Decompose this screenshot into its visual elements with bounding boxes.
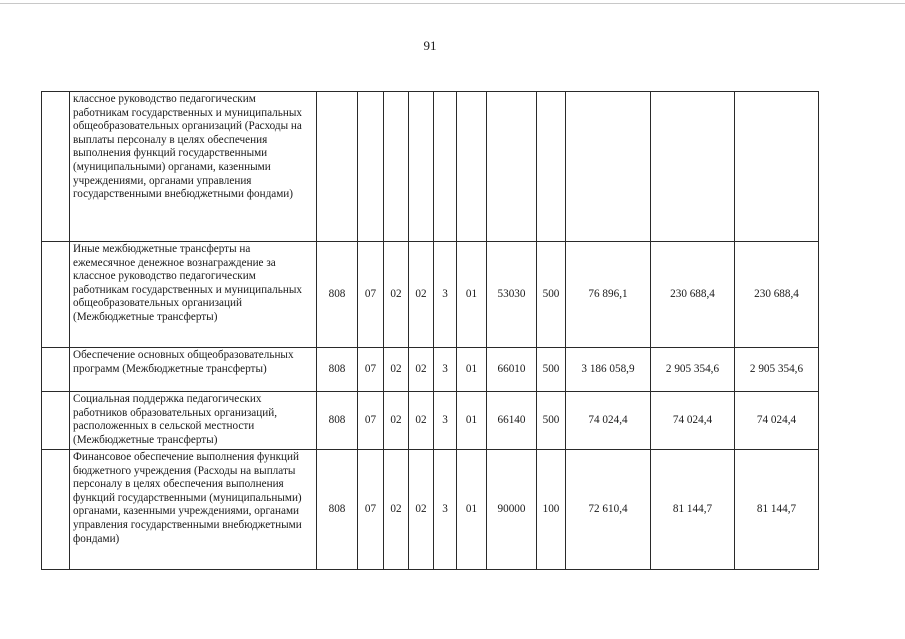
amount-year-2-cell (651, 92, 735, 242)
amount-year-2-cell: 2 905 354,6 (651, 348, 735, 392)
section-code-cell: 07 (358, 242, 384, 348)
table-row (42, 392, 819, 450)
subprogram-code-cell: 3 (434, 392, 457, 450)
row-index-cell (42, 348, 70, 392)
row-index-cell (42, 242, 70, 348)
expense-name-cell: Социальная поддержка педагогических работников образовательных организаций, расположенных в сельской местности (Межбюджетные трансферты) (70, 392, 317, 450)
row-index-cell (42, 450, 70, 570)
expense-type-code-cell: 100 (537, 450, 566, 570)
subsection-code-cell: 02 (384, 392, 409, 450)
expense-type-code-cell: 500 (537, 242, 566, 348)
amount-year-2-cell: 81 144,7 (651, 450, 735, 570)
ministry-code-cell (317, 92, 358, 242)
direction-code-cell (487, 92, 537, 242)
ministry-code-cell: 808 (317, 450, 358, 570)
program-code-cell: 02 (409, 450, 434, 570)
subsection-code-cell: 02 (384, 242, 409, 348)
subprogram-code-cell: 3 (434, 242, 457, 348)
main-event-code-cell: 01 (457, 348, 487, 392)
ministry-code-cell: 808 (317, 242, 358, 348)
amount-year-2-cell: 74 024,4 (651, 392, 735, 450)
section-code-cell (358, 92, 384, 242)
amount-year-1-cell: 3 186 058,9 (566, 348, 651, 392)
amount-year-1-cell: 76 896,1 (566, 242, 651, 348)
page-number: 91 (423, 38, 437, 53)
subsection-code-cell: 02 (384, 450, 409, 570)
amount-year-3-cell: 74 024,4 (735, 392, 819, 450)
ministry-code-cell: 808 (317, 348, 358, 392)
direction-code-cell: 66010 (487, 348, 537, 392)
amount-year-3-cell: 2 905 354,6 (735, 348, 819, 392)
amount-year-1-cell: 72 610,4 (566, 450, 651, 570)
amount-year-1-cell (566, 92, 651, 242)
table-row (42, 348, 819, 392)
main-event-code-cell: 01 (457, 392, 487, 450)
section-code-cell: 07 (358, 450, 384, 570)
program-code-cell (409, 92, 434, 242)
amount-year-3-cell: 230 688,4 (735, 242, 819, 348)
top-border-line (0, 3, 905, 4)
section-code-cell: 07 (358, 392, 384, 450)
program-code-cell: 02 (409, 392, 434, 450)
expense-name-cell: Иные межбюджетные трансферты на ежемесячное денежное вознаграждение за классное руководство педагогическим работникам государственных и муниципальных общеобразовательных организаций (Межбюджетные трансферты) (70, 242, 317, 348)
subprogram-code-cell: 3 (434, 348, 457, 392)
row-index-cell (42, 392, 70, 450)
table-row (42, 242, 819, 348)
expense-type-code-cell (537, 92, 566, 242)
amount-year-3-cell: 81 144,7 (735, 450, 819, 570)
expense-name-cell: Финансовое обеспечение выполнения функций бюджетного учреждения (Расходы на выплаты персоналу в целях обеспечения выполнения функций государственными (муниципальными) органами, казенными учреждениями, органами управления государственными внебюджетными фондами) (70, 450, 317, 570)
amount-year-2-cell: 230 688,4 (651, 242, 735, 348)
direction-code-cell: 53030 (487, 242, 537, 348)
main-event-code-cell: 01 (457, 450, 487, 570)
program-code-cell: 02 (409, 348, 434, 392)
budget-table-body (42, 92, 819, 570)
direction-code-cell: 66140 (487, 392, 537, 450)
row-index-cell (42, 92, 70, 242)
expense-type-code-cell: 500 (537, 348, 566, 392)
amount-year-1-cell: 74 024,4 (566, 392, 651, 450)
amount-year-3-cell (735, 92, 819, 242)
table-row (42, 450, 819, 570)
expense-name-cell: классное руководство педагогическим работникам государственных и муниципальных общеобразовательных организаций (Расходы на выплаты персоналу в целях обеспечения выполнения функций государственными (муниципальными) органами, казенными учреждениями, органами управления государственными внебюджетными фондами) (70, 92, 317, 242)
subprogram-code-cell: 3 (434, 450, 457, 570)
subsection-code-cell: 02 (384, 348, 409, 392)
subsection-code-cell (384, 92, 409, 242)
main-event-code-cell: 01 (457, 242, 487, 348)
subprogram-code-cell (434, 92, 457, 242)
table-row (42, 92, 819, 242)
expense-type-code-cell: 500 (537, 392, 566, 450)
ministry-code-cell: 808 (317, 392, 358, 450)
main-event-code-cell (457, 92, 487, 242)
program-code-cell: 02 (409, 242, 434, 348)
direction-code-cell: 90000 (487, 450, 537, 570)
budget-table (41, 91, 819, 570)
expense-name-cell: Обеспечение основных общеобразовательных программ (Межбюджетные трансферты) (70, 348, 317, 392)
section-code-cell: 07 (358, 348, 384, 392)
